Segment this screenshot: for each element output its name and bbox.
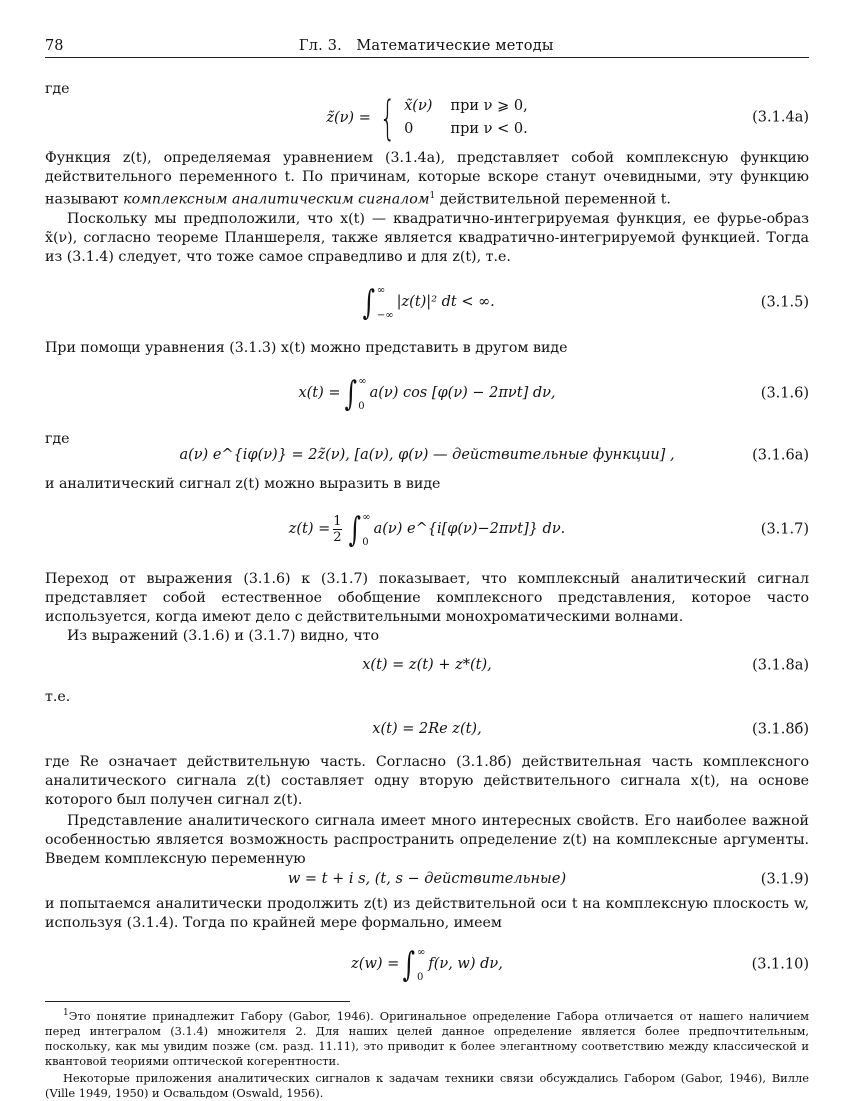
eq-body: w = t + i s, (t, s − действительные): [287, 871, 567, 888]
eq-body: a(ν) e^{iφ(ν)} = 2z̃(ν), [a(ν), φ(ν) — действительные функции] ,: [179, 447, 675, 464]
equation-3-1-4a: [45, 93, 809, 143]
equation-number: (3.1.9): [760, 871, 809, 888]
eq-lhs: z(t) =: [288, 521, 331, 538]
footnote-divider: [45, 1001, 350, 1002]
paragraph: и попытаемся аналитически продолжить z(t) из действительной оси t на комплексную плоскость w, используя (3.1.4). Тогда по крайней мере формально, имеем: [45, 895, 809, 931]
eq-lhs: z(w) =: [351, 956, 400, 973]
footnote-ref[interactable]: 1: [429, 191, 436, 201]
body-text: [45, 80, 809, 995]
equation-3-1-9: [45, 869, 809, 891]
where-label: где: [45, 81, 70, 97]
equation-number: (3.1.4а): [752, 109, 809, 126]
footnote-1: $^1$Это понятие принадлежит Габору (Gabor, 1946). Оригинальное определение Габора отличается от нашего наличием перед интегралом (3.1.4) множителя 2. Для наших целей данное определение является более предпочтительным, поскольку, как мы увидим позже (см. разд. 11.11), это приводит к более элегантному соответствию между классической и квантовой теориями оптической когерентности.: [45, 1007, 809, 1068]
emphasized-term: комплексным аналитическим сигналом: [123, 191, 430, 208]
running-header: [45, 38, 809, 58]
fraction: $\frac{1}{2}$: [333, 514, 342, 546]
ie-label: т.е.: [45, 688, 71, 705]
equation-3-1-8a: [45, 648, 809, 684]
paragraph: где Re означает действительную часть. Согласно (3.1.8б) действительная часть комплексного аналитического сигнала z(t) составляет одну вторую действительного сигнала x(t), на основе которого был получен сигнал z(t).: [45, 753, 809, 808]
paragraph: Функция z(t), определяемая уравнением (3.1.4а), представляет собой комплексную функцию действительного переменного t. По причинам, которые вскоре станут очевидными, эту функцию называют комплексным аналитическим сигналом$^1$ действительной переменной t.: [45, 150, 809, 208]
integral-limits: ∞ 0: [417, 946, 426, 983]
eq-body: x(t) = 2Re z(t),: [372, 721, 482, 738]
equation-number: (3.1.7): [760, 521, 809, 538]
where-label: где: [45, 430, 70, 447]
footnotes: [45, 1006, 809, 1101]
equation-number: (3.1.6а): [752, 447, 809, 464]
footnote-mark: 1: [63, 1007, 69, 1018]
chapter-label: Гл. 3.: [298, 38, 342, 54]
eq-body: x(t) = z(t) + z*(t),: [362, 657, 492, 674]
case1-expr: x̃(ν): [404, 98, 433, 114]
integral-limits: ∞ −∞: [376, 284, 394, 321]
paragraph: При помощи уравнения (3.1.3) x(t) можно представить в другом виде: [45, 339, 568, 356]
paragraph: Переход от выражения (3.1.6) к (3.1.7) показывает, что комплексный аналитический сигнал представляет собой естественное обобщение комплексного представления, которое часто используется, когда имеют дело с действительными монохроматическими волнами.: [45, 570, 809, 625]
integral-icon: ∫: [344, 373, 357, 414]
equation-number: (3.1.5): [760, 294, 809, 311]
integral-limits: ∞ 0: [358, 375, 367, 412]
equation-number: (3.1.10): [751, 956, 809, 973]
integrand: a(ν) cos [φ(ν) − 2πνt] dν,: [369, 385, 556, 402]
equation-number: (3.1.8б): [752, 721, 809, 738]
integral-limits: ∞ 0: [362, 511, 371, 548]
paragraph: Представление аналитического сигнала имеет много интересных свойств. Его наиболее важной особенностью является возможность распространить определение z(t) на комплексные аргументы. Введем комплексную переменную: [45, 812, 809, 867]
case1-cond: при ν ⩾ 0,: [450, 98, 528, 114]
equation-3-1-7: [45, 496, 809, 564]
chapter-title: Математические методы: [356, 38, 554, 54]
eq-lhs: z̃(ν) =: [326, 109, 371, 126]
footnote-2: Некоторые приложения аналитических сигналов к задачам техники связи обсуждались Габором (Gabor, 1946), Вилле (Ville 1949, 1950) и Освальдом (Oswald, 1956).: [45, 1070, 809, 1100]
equation-3-1-5: [45, 273, 809, 333]
integrand: a(ν) e^{i[φ(ν)−2πνt]} dν.: [373, 521, 566, 538]
page: [45, 38, 809, 1101]
paragraph: Из выражений (3.1.6) и (3.1.7) видно, что: [67, 627, 380, 644]
equation-number: (3.1.6): [760, 385, 809, 402]
eq-lhs: x(t) =: [298, 385, 341, 402]
equation-3-1-8b: [45, 709, 809, 751]
integral-icon: ∫: [348, 509, 361, 550]
integrand: |z(t)|² dt < ∞.: [396, 294, 495, 311]
integral-icon: ∫: [402, 944, 416, 985]
cases: [371, 91, 528, 145]
case2-expr: 0: [404, 121, 414, 137]
integrand: f(ν, w) dν,: [428, 956, 503, 973]
integral-icon: ∫: [362, 282, 376, 323]
left-brace-icon: {: [379, 91, 396, 145]
equation-3-1-6: [45, 362, 809, 426]
equation-number: (3.1.8а): [752, 657, 809, 674]
paragraph: Поскольку мы предположили, что x(t) — квадратично-интегрируемая функция, ее фурье-образ x̃(ν), согласно теореме Планшереля, также является квадратично-интегрируемой функцией. Тогда из (3.1.4) следует, что тоже самое справедливо и для z(t), т.е.: [45, 210, 809, 265]
running-title: [299, 38, 554, 54]
paragraph: и аналитический сигнал z(t) можно выразить в виде: [45, 475, 441, 492]
case2-cond: при ν < 0.: [450, 121, 528, 137]
page-number: 78: [45, 38, 64, 54]
equation-3-1-6a: [45, 443, 809, 469]
equation-3-1-10: [45, 935, 809, 995]
